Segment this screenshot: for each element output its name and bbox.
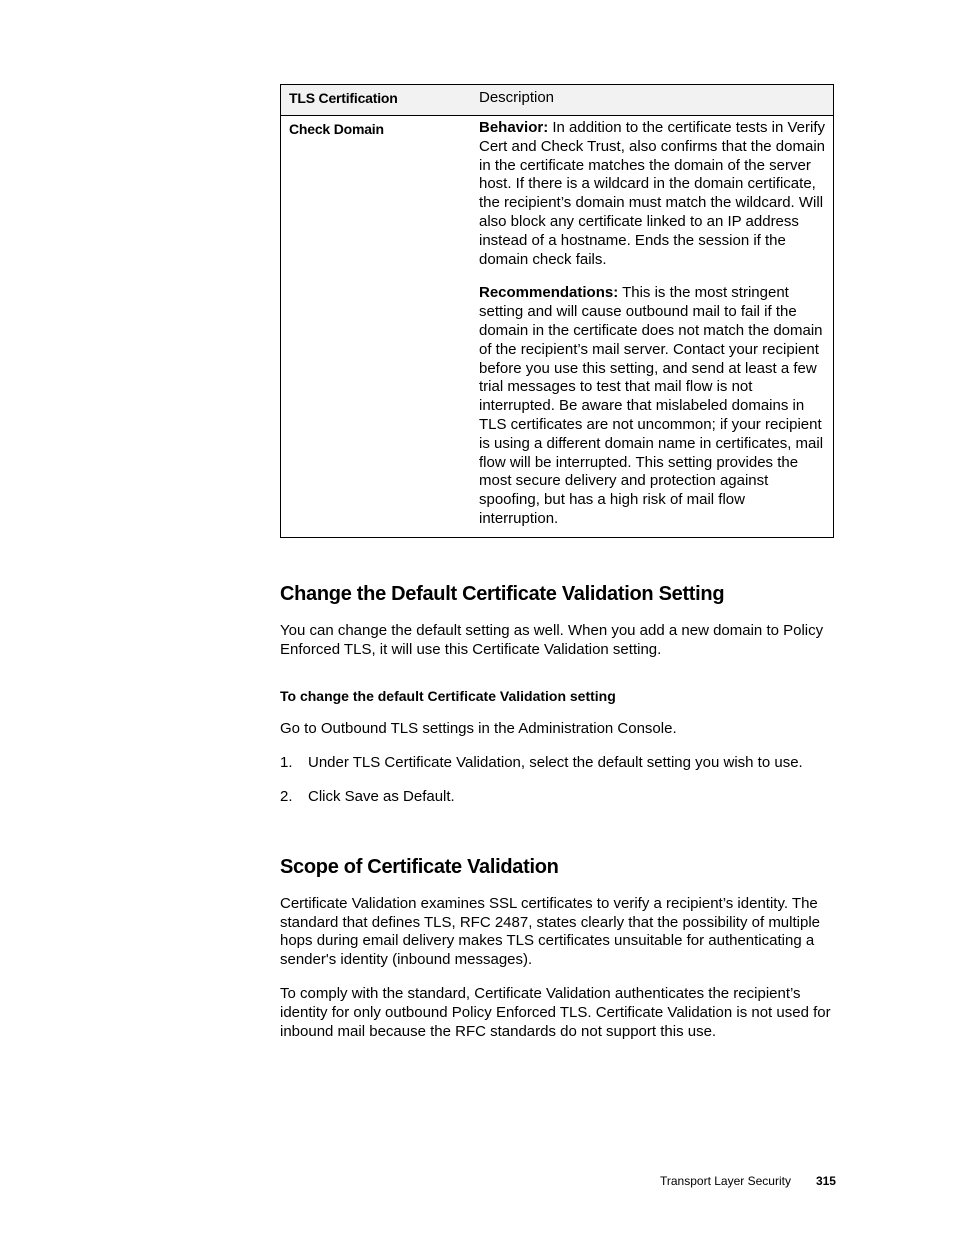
- step-text: Click Save as Default.: [308, 787, 455, 805]
- page-number: 315: [815, 1174, 836, 1188]
- behavior-lead: Behavior:: [479, 119, 549, 136]
- procedure-step-2: [280, 788, 840, 807]
- section-heading-change-default: Change the Default Certificate Validation Setting: [280, 582, 725, 605]
- table-header-tls-certification: TLS Certification: [289, 90, 398, 106]
- step-number: 1.: [280, 754, 293, 772]
- recommendations-text: This is the most stringent setting and will cause outbound mail to fail if the domain in the certificate does not match the domain of the recipient’s mail server. Contact your recipient before you use this setting, and send at least a few trial messages to test that mail flow is not interrupted. Be aware that mislabeled domains in TLS certificates are not uncommon; if your recipient is using a different domain name in certificates, mail flow will be interrupted. This setting provides the most secure delivery and protection against spoofing, but has a high risk of mail flow interruption.: [479, 284, 824, 527]
- scope-paragraph-1: Certificate Validation examines SSL certificates to verify a recipient’s identity. The standard that defines TLS, RFC 2487, states clearly that the possibility of multiple hops during email delivery makes TLS certificates unsuitable for authenticating a sender's identity (inbound messages).: [280, 894, 820, 969]
- section-heading-scope: Scope of Certificate Validation: [280, 855, 559, 878]
- behavior-text: In addition to the certificate tests in Verify Cert and Check Trust, also confirms that the domain in the certificate matches the domain of the server host. If there is a wildcard in the domain certificate, the recipient’s domain must match the wildcard. Will also block any certificate linked to an IP address instead of a hostname. Ends the session if the domain check fails.: [479, 119, 825, 268]
- step-text: Under TLS Certificate Validation, select the default setting you wish to use.: [308, 754, 803, 772]
- behavior-paragraph: [479, 119, 825, 269]
- table-row: [281, 116, 834, 538]
- procedure-step-1: [280, 754, 840, 773]
- step-number: 2.: [280, 787, 293, 805]
- footer-title: Transport Layer Security: [660, 1174, 791, 1188]
- procedure-heading: To change the default Certificate Validation setting: [280, 688, 616, 705]
- tls-certification-table: [280, 84, 834, 538]
- table-header-row: [281, 85, 834, 116]
- recommendations-paragraph: [479, 284, 825, 528]
- page-content: [280, 84, 840, 1041]
- scope-paragraph-2: To comply with the standard, Certificate Validation authenticates the recipient’s identity for only outbound Policy Enforced TLS. Certificate Validation is not used for inbound mail because the RFC standards do not support this use.: [280, 984, 831, 1040]
- table-header-description: Description: [479, 89, 555, 106]
- recommendations-lead: Recommendations:: [479, 284, 619, 302]
- page-footer: [660, 1173, 850, 1189]
- row-label-check-domain: Check Domain: [289, 121, 384, 137]
- procedure-intro: Go to Outbound TLS settings in the Administration Console.: [280, 720, 677, 738]
- row-description: [461, 116, 834, 538]
- section1-intro: You can change the default setting as well. When you add a new domain to Policy Enforced TLS, it will use this Certificate Validation setting.: [280, 621, 824, 658]
